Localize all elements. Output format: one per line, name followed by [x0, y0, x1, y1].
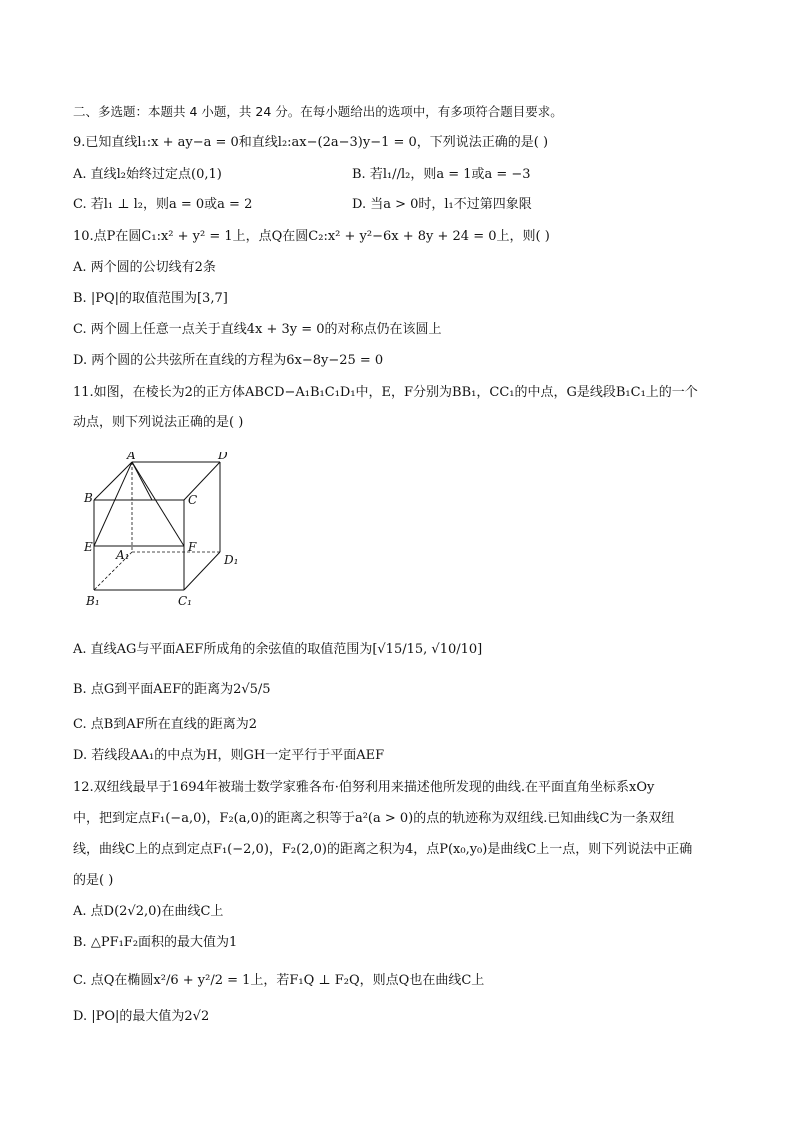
- question-9-stem: 9.已知直线l₁:x + ay−a = 0和直线l₂:ax−(2a−3)y−1 = 0，下列说法正确的是( ): [73, 135, 549, 150]
- question-11-stem-line-1: 11.如图，在棱长为2的正方体ABCD−A₁B₁C₁D₁中，E，F分别为BB₁，CC₁的中点，G是线段B₁C₁上的一个: [73, 385, 698, 400]
- question-11-option-d: D. 若线段AA₁的中点为H，则GH一定平行于平面AEF: [73, 748, 385, 763]
- question-12-stem-line-1: 12.双纽线最早于1694年被瑞士数学家雅各布·伯努利用来描述他所发现的曲线.在平面直角坐标系xOy: [73, 780, 655, 795]
- question-10-option-b: B. |PQ|的取值范围为[3,7]: [73, 291, 228, 306]
- label-b: B: [84, 491, 93, 505]
- question-10-option-d: D. 两个圆的公共弦所在直线的方程为6x−8y−25 = 0: [73, 353, 384, 368]
- question-10-option-a: A. 两个圆的公切线有2条: [73, 260, 216, 275]
- question-11-option-b: B. 点G到平面AEF的距离为2√5/5: [73, 682, 271, 697]
- label-e: E: [84, 540, 93, 554]
- label-f: F: [188, 540, 197, 554]
- label-a1: A₁: [116, 548, 130, 562]
- segment-ae: [94, 462, 132, 546]
- question-10-option-c: C. 两个圆上任意一点关于直线4x + 3y = 0的对称点仍在该圆上: [73, 322, 442, 337]
- cube-diagram: [82, 452, 252, 612]
- question-9-option-d: D. 当a > 0时，l₁不过第四象限: [352, 197, 532, 212]
- label-a: A: [127, 452, 136, 462]
- question-12-stem-line-3: 线，曲线C上的点到定点F₁(−2,0)，F₂(2,0)的距离之积为4，点P(x₀,y₀)是曲线C上一点，则下列说法中正确: [73, 842, 693, 857]
- question-9-option-b: B. 若l₁//l₂，则a = 1或a = −3: [352, 167, 531, 182]
- question-11-stem-line-2: 动点，则下列说法正确的是( ): [73, 415, 244, 430]
- question-12-option-b: B. △PF₁F₂面积的最大值为1: [73, 935, 238, 950]
- question-12-option-a: A. 点D(2√2,0)在曲线C上: [73, 904, 224, 919]
- label-d: D: [218, 452, 228, 462]
- question-9-option-a: A. 直线l₂始终过定点(0,1): [73, 167, 222, 182]
- segment-af: [132, 462, 184, 546]
- segment-a-mid: [132, 462, 152, 500]
- cube-figure: [82, 452, 252, 612]
- question-11-option-a: A. 直线AG与平面AEF所成角的余弦值的取值范围为[√15/15, √10/10]: [73, 642, 483, 657]
- edge-ab: [94, 462, 132, 500]
- label-d1: D₁: [224, 553, 239, 567]
- section-header: 二、多选题：本题共 4 小题，共 24 分。在每小题给出的选项中，有多项符合题目要求。: [73, 104, 563, 119]
- question-10-stem: 10.点P在圆C₁:x² + y² = 1上，点Q在圆C₂:x² + y²−6x + 8y + 24 = 0上，则( ): [73, 229, 550, 244]
- question-12-stem-line-2: 中，把到定点F₁(−a,0)，F₂(a,0)的距离之积等于a²(a > 0)的点的轨迹称为双纽线.已知曲线C为一条双纽: [73, 811, 675, 826]
- question-12-option-c: C. 点Q在椭圆x²/6 + y²/2 = 1上，若F₁Q ⊥ F₂Q，则点Q也在曲线C上: [73, 973, 485, 988]
- label-b1: B₁: [86, 594, 100, 608]
- edge-c1d1: [184, 552, 220, 590]
- question-9-option-c: C. 若l₁ ⊥ l₂，则a = 0或a = 2: [73, 197, 253, 212]
- question-12-stem-line-4: 的是( ): [73, 873, 114, 888]
- label-c1: C₁: [178, 594, 192, 608]
- question-12-option-d: D. |PO|的最大值为2√2: [73, 1009, 210, 1024]
- question-11-option-c: C. 点B到AF所在直线的距离为2: [73, 717, 257, 732]
- label-c: C: [188, 493, 198, 507]
